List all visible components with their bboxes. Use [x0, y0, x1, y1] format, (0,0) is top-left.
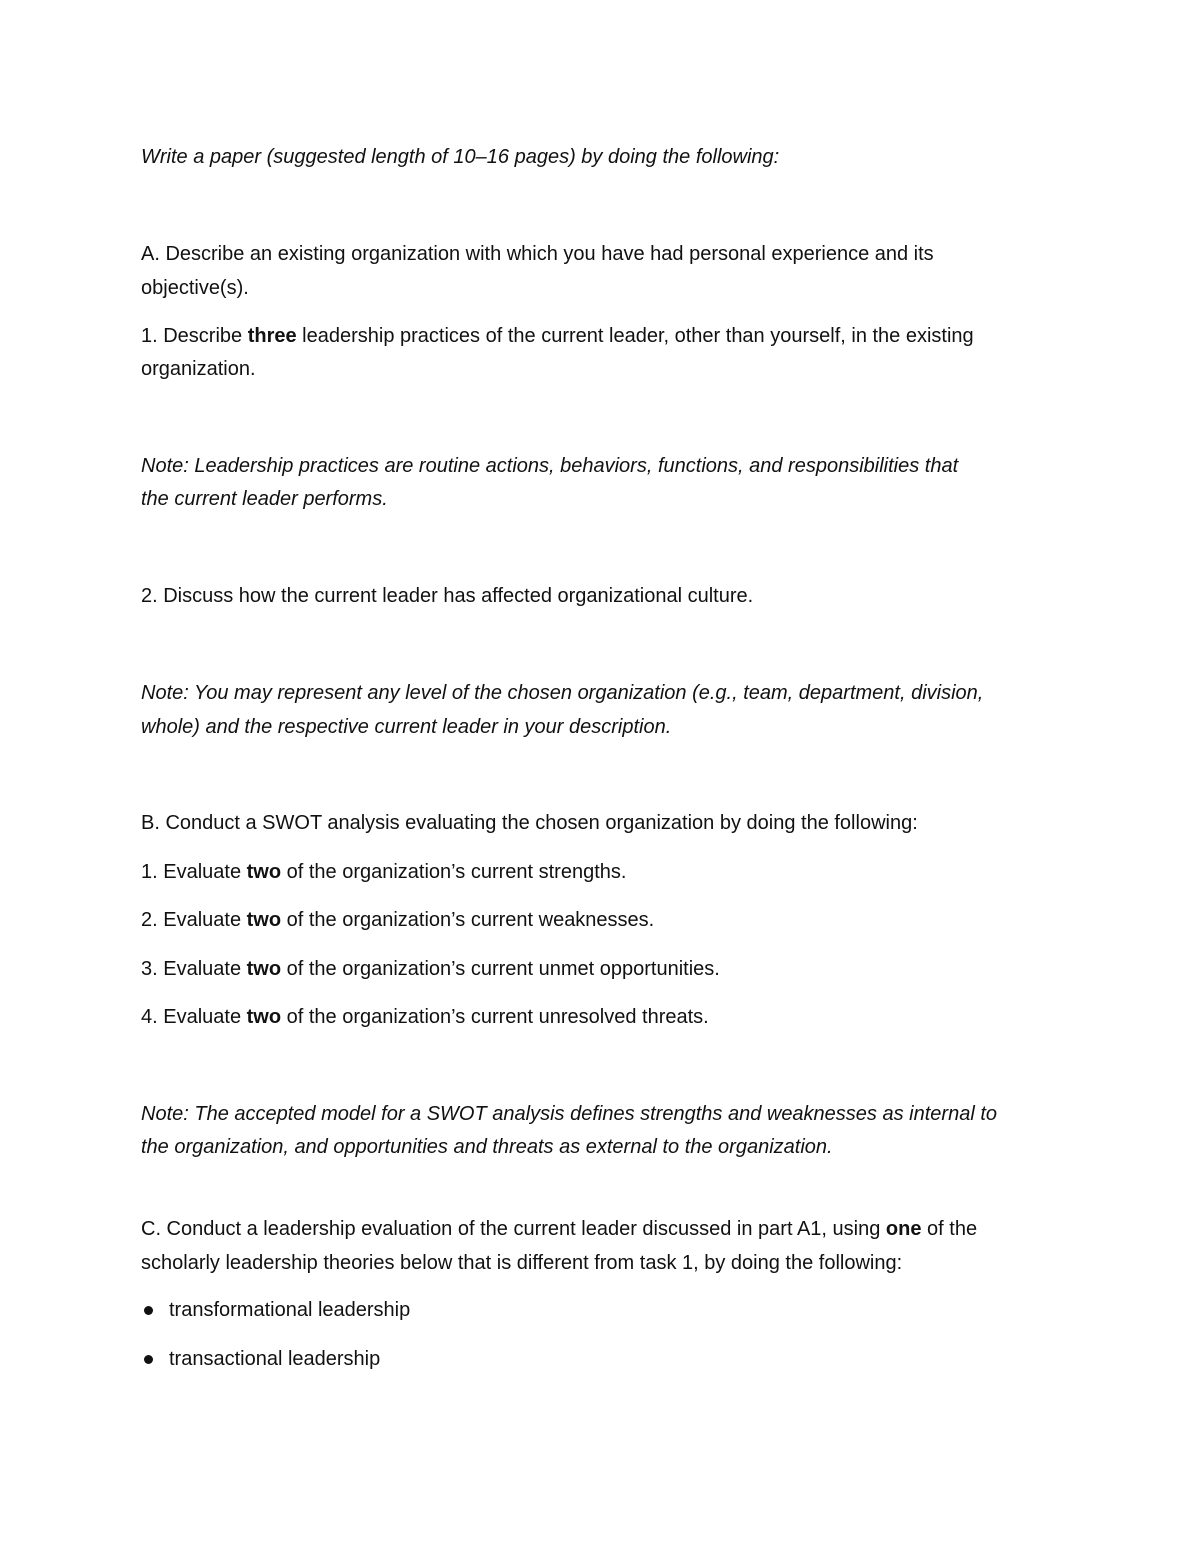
emphasis-text: one [885, 1218, 922, 1240]
section-b-item-1 [141, 856, 1071, 889]
note-organization-level-line-1: Note: You may represent any level of the chosen organization (e.g., team, department, division, [141, 682, 984, 704]
section-c-text: C. Conduct a leadership evaluation of the current leader discussed in part A1, using [141, 1218, 886, 1240]
note-swot-line-2: the organization, and opportunities and threats as external to the organization. [141, 1136, 833, 1158]
note-leadership-practices-line-2: the current leader performs. [141, 488, 388, 510]
note-leadership-practices-line-1: Note: Leadership practices are routine actions, behaviors, functions, and responsibilities that [141, 455, 959, 477]
emphasis-text: two [246, 909, 282, 931]
bullet-icon [144, 1355, 153, 1364]
item-text: 3. Evaluate [141, 958, 247, 980]
note-swot-line-1: Note: The accepted model for a SWOT analysis defines strengths and weaknesses as internal to [141, 1103, 997, 1125]
item-text: leadership practices of the current leader, other than yourself, in the existing [296, 325, 974, 347]
item-text: of the organization’s current weaknesses. [281, 909, 655, 931]
intro-text: Write a paper (suggested length of 10–16 pages) by doing the following: [141, 146, 780, 168]
section-a-line-1: A. Describe an existing organization with which you have had personal experience and its [141, 243, 934, 265]
section-c-line-1 [141, 1213, 1071, 1246]
bullet-icon [144, 1306, 153, 1315]
bullet-item-transactional: transactional leadership [169, 1348, 381, 1370]
section-b-item-3 [141, 953, 1071, 986]
emphasis-text: three [247, 325, 297, 347]
item-text: of the organization’s current strengths. [281, 861, 627, 883]
section-b-item-4 [141, 1001, 1071, 1034]
section-c-line-2: scholarly leadership theories below that is different from task 1, by doing the following: [141, 1252, 903, 1274]
emphasis-text: two [246, 861, 282, 883]
section-a-item-2: 2. Discuss how the current leader has affected organizational culture. [141, 585, 754, 607]
item-text: 2. Evaluate [141, 909, 247, 931]
item-text: 1. Describe [141, 325, 248, 347]
emphasis-text: two [246, 1006, 282, 1028]
emphasis-text: two [246, 958, 282, 980]
section-a-item-1 [141, 320, 1071, 353]
section-b-item-2 [141, 904, 1071, 937]
item-text: 1. Evaluate [141, 861, 247, 883]
section-b-heading: B. Conduct a SWOT analysis evaluating the chosen organization by doing the following: [141, 812, 918, 834]
item-text: of the organization’s current unresolved threats. [281, 1006, 709, 1028]
section-a-item-1-line-2: organization. [141, 358, 256, 380]
section-a-line-2: objective(s). [141, 277, 249, 299]
bullet-item-transformational: transformational leadership [169, 1299, 411, 1321]
section-c-text: of the [921, 1218, 978, 1240]
item-text: 4. Evaluate [141, 1006, 247, 1028]
item-text: of the organization’s current unmet opportunities. [281, 958, 720, 980]
note-organization-level-line-2: whole) and the respective current leader in your description. [141, 716, 672, 738]
